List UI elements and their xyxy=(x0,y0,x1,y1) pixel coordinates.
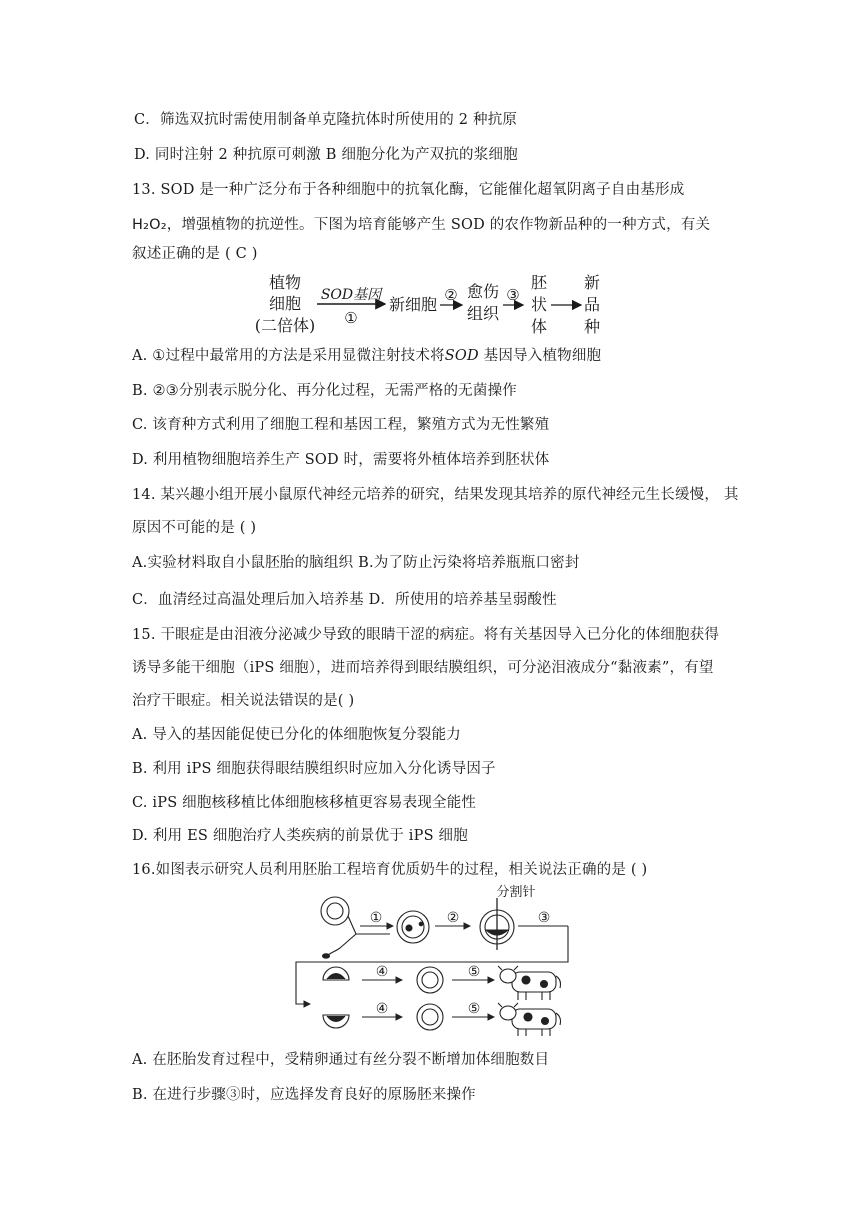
step2-label: ② xyxy=(444,286,458,304)
q15-option-b: B. 利用 iPS 细胞获得眼结膜组织时应加入分化诱导因子 xyxy=(132,761,496,777)
option-c-prev: C．筛选双抗时需使用制备单克隆抗体时所使用的 2 种抗原 xyxy=(134,112,518,128)
q13-stem-line2 xyxy=(132,215,710,235)
q16-step5a: ⑤ xyxy=(467,964,481,980)
q13-stem-line2-text: ，增强植物的抗逆性。下图为培育能够产生 SOD 的农作物新品种的一种方式，有关 xyxy=(166,217,711,233)
embryoid-line1: 胚 xyxy=(530,273,548,292)
q15-stem-line1: 15. 干眼症是由泪液分泌减少导致的眼睛干涩的病症。将有关基因导入已分化的体细胞获得 xyxy=(132,627,720,643)
sod-italic: SOD xyxy=(444,348,479,364)
q15-option-a: A. 导入的基因能促使已分化的体细胞恢复分裂能力 xyxy=(132,727,461,743)
q13-option-a-pre: A. ①过程中最常用的方法是采用显微注射技术将 xyxy=(132,348,445,364)
callus-line1: 愈伤 xyxy=(466,282,500,301)
q14-stem-line1: 14. 某兴趣小组开展小鼠原代神经元培养的研究，结果发现其培养的原代神经元生长缓慢， 其 xyxy=(132,487,739,503)
cow-2-icon xyxy=(498,1003,561,1036)
egg-cell-icon xyxy=(321,897,349,925)
step3-label: ③ xyxy=(506,286,520,304)
new-cell-label: 新细胞 xyxy=(388,295,438,314)
h2o2-formula: H₂O₂ xyxy=(132,217,167,233)
callus-line2: 组织 xyxy=(466,304,500,323)
q15-stem-line3: 治疗干眼症。相关说法错误的是( ) xyxy=(132,693,355,709)
q13-breeding-diagram xyxy=(255,268,615,344)
needle-label: 分割针 xyxy=(496,885,536,900)
embryo-2-icon xyxy=(417,1004,443,1030)
cow-1-icon xyxy=(498,966,561,1000)
q13-option-b: B. ②③分别表示脱分化、再分化过程，无需严格的无菌操作 xyxy=(132,383,517,399)
sod-gene-label: SOD基因 xyxy=(320,287,382,303)
variety-line1: 新 xyxy=(583,273,601,292)
q15-option-c: C. iPS 细胞核移植比体细胞核移植更容易表现全能性 xyxy=(132,795,477,811)
embryoid-line2: 状 xyxy=(530,295,548,314)
q16-option-a: A. 在胚胎发育过程中，受精卵通过有丝分裂不断增加体细胞数目 xyxy=(132,1052,550,1068)
option-d-prev: D. 同时注射 2 种抗原可刺激 B 细胞分化为产双抗的浆细胞 xyxy=(134,147,518,163)
q13-stem-line3: 叙述正确的是 ( C ) xyxy=(132,246,258,262)
q15-option-d: D. 利用 ES 细胞治疗人类疾病的前景优于 iPS 细胞 xyxy=(132,828,468,844)
q16-step1: ① xyxy=(369,910,383,926)
q13-option-a xyxy=(132,346,601,366)
embryoid-line3: 体 xyxy=(530,317,548,336)
q13-option-c: C. 该育种方式利用了细胞工程和基因工程，繁殖方式为无性繁殖 xyxy=(132,417,550,433)
q15-stem-line2: 诱导多能干细胞（iPS 细胞），进而培养得到眼结膜组织，可分泌泪液成分“黏液素”，有望 xyxy=(132,660,714,676)
q16-step2: ② xyxy=(446,910,460,926)
q16-step3: ③ xyxy=(537,910,551,926)
q13-option-d: D. 利用植物细胞培养生产 SOD 时，需要将外植体培养到胚状体 xyxy=(132,452,550,468)
plant-cell-line3: (二倍体) xyxy=(255,316,316,335)
q16-stem: 16.如图表示研究人员利用胚胎工程培育优质奶牛的过程，相关说法正确的是 ( ) xyxy=(132,862,648,878)
q14-options-cd: C．血清经过高温处理后加入培养基 D．所使用的培养基呈弱酸性 xyxy=(132,592,557,608)
q16-step4a: ④ xyxy=(375,964,389,980)
q16-step4b: ④ xyxy=(375,1001,389,1017)
plant-cell-line2: 细胞 xyxy=(268,294,302,313)
plant-cell-line1: 植物 xyxy=(268,273,302,292)
q14-options-ab: A.实验材料取自小鼠胚胎的脑组织 B.为了防止污染将培养瓶瓶口密封 xyxy=(132,555,580,571)
q16-step5b: ⑤ xyxy=(467,1001,481,1017)
q16-embryo-diagram xyxy=(290,884,580,1036)
variety-line3: 种 xyxy=(583,317,601,336)
step1-label: ① xyxy=(344,309,358,327)
q16-option-b: B. 在进行步骤③时，应选择发育良好的原肠胚来操作 xyxy=(132,1087,476,1103)
sperm-icon xyxy=(328,948,340,955)
q13-option-a-post: 基因导入植物细胞 xyxy=(478,348,602,364)
variety-line2: 品 xyxy=(583,295,601,314)
q14-stem-line2: 原因不可能的是 ( ) xyxy=(132,520,257,536)
q13-stem-line1: 13. SOD 是一种广泛分布于各种细胞中的抗氧化酶，它能催化超氧阴离子自由基形成 xyxy=(132,182,685,198)
embryo-1-icon xyxy=(417,967,443,993)
